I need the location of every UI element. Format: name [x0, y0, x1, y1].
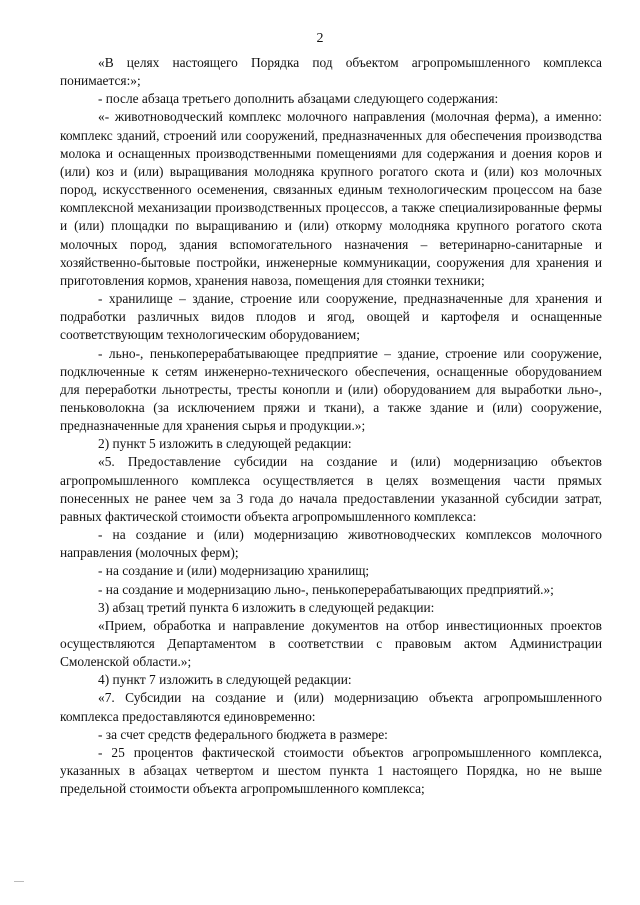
paragraph-item-6-text: «Прием, обработка и направление документов на отбор инвестиционных проектов осуществляются Департаментом в соответствии с правовым актом Администрации Смоленской области.»; — [60, 617, 602, 670]
page-number: 2 — [316, 31, 324, 46]
document-body — [60, 54, 602, 798]
paragraph-item-6-amendment: 3) абзац третий пункта 6 изложить в следующей редакции: — [98, 599, 435, 615]
paragraph-item-7-text: «7. Субсидии на создание и (или) модернизацию объекта агропромышленного комплекса предоставляются единовременно: — [60, 690, 602, 724]
paragraph-federal-budget: - за счет средств федерального бюджета в размере: — [98, 726, 388, 742]
paragraph-flax-subsidy: - на создание и модернизацию льно-, пенькоперерабатывающих предприятий.»; — [98, 581, 554, 597]
scan-mark — [14, 881, 24, 882]
paragraph-item-5-text: «5. Предоставление субсидии на создание и (или) модернизацию объектов агропромышленного комплекса осуществляется в целях возмещения части прямых понесенных не ранее чем за 3 года до начала предоставлении указанной субсидии затрат, равных фактической стоимости объекта агропромышленного комплекса: — [60, 454, 602, 524]
paragraph-flax-hemp-plant: - льно-, пенькоперерабатывающее предприятие – здание, строение или сооружение, подключенные к сетям инженерно-технического обеспечения, оснащенные оборудованием для переработки льнотресты, тресты конопли и (или) оборудованием для выработки льно-, пеньковолокна (за исключением пряжи и ткани), а также здание и (или) сооружение, предназначенные для хранения сырья и продукции.»; — [60, 345, 602, 434]
paragraph-item-7-amendment: 4) пункт 7 изложить в следующей редакции: — [98, 672, 352, 688]
paragraph-storage-facility: - хранилище – здание, строение или сооружение, предназначенные для хранения и подработки различных видов плодов и ягод, овощей и картофеля и оснащенные соответствующим технологическим оборудованием; — [60, 291, 602, 343]
paragraph-object-definition: «В целях настоящего Порядка под объектом агропромышленного комплекса понимается:»; — [60, 55, 602, 89]
paragraph-25-percent: - 25 процентов фактической стоимости объектов агропромышленного комплекса, указанных в абзацах четвертом и шестом пункта 1 настоящего Порядка, но не выше предельной стоимости объекта агропромышленного комплекса; — [60, 744, 602, 797]
paragraph-storage-subsidy: - на создание и (или) модернизацию хранилищ; — [98, 563, 370, 579]
paragraph-item-5-amendment: 2) пункт 5 изложить в следующей редакции: — [98, 436, 352, 452]
paragraph-dairy-subsidy: - на создание и (или) модернизацию животноводческих комплексов молочного направления (молочных ферм); — [60, 527, 602, 561]
paragraph-dairy-complex: «- животноводческий комплекс молочного направления (молочная ферма), а именно: комплекс зданий, строений или сооружений, предназначенных для обеспечения производства молока и оснащенных производственными помещениями для содержания и доения коров и (или) коз и (или) выращивания молодняка крупного рогатого скота и (или) коз молочных пород, искусственного осеменения, связанных единым технологическим процессом на базе комплексной механизации производственных процессов, а также специализированные фермы и (или) площадки по выращиванию и (или) откорму молодняка крупного рогатого скота молочных пород, здания вспомогательного назначения – ветеринарно-санитарные и хозяйственно-бытовые постройки, инженерные коммуникации, сооружения для хранения и приготовления кормов, хранения навоза, помещения для стоянки техники; — [60, 109, 602, 288]
paragraph-add-after-third: - после абзаца третьего дополнить абзацами следующего содержания: — [98, 91, 499, 107]
